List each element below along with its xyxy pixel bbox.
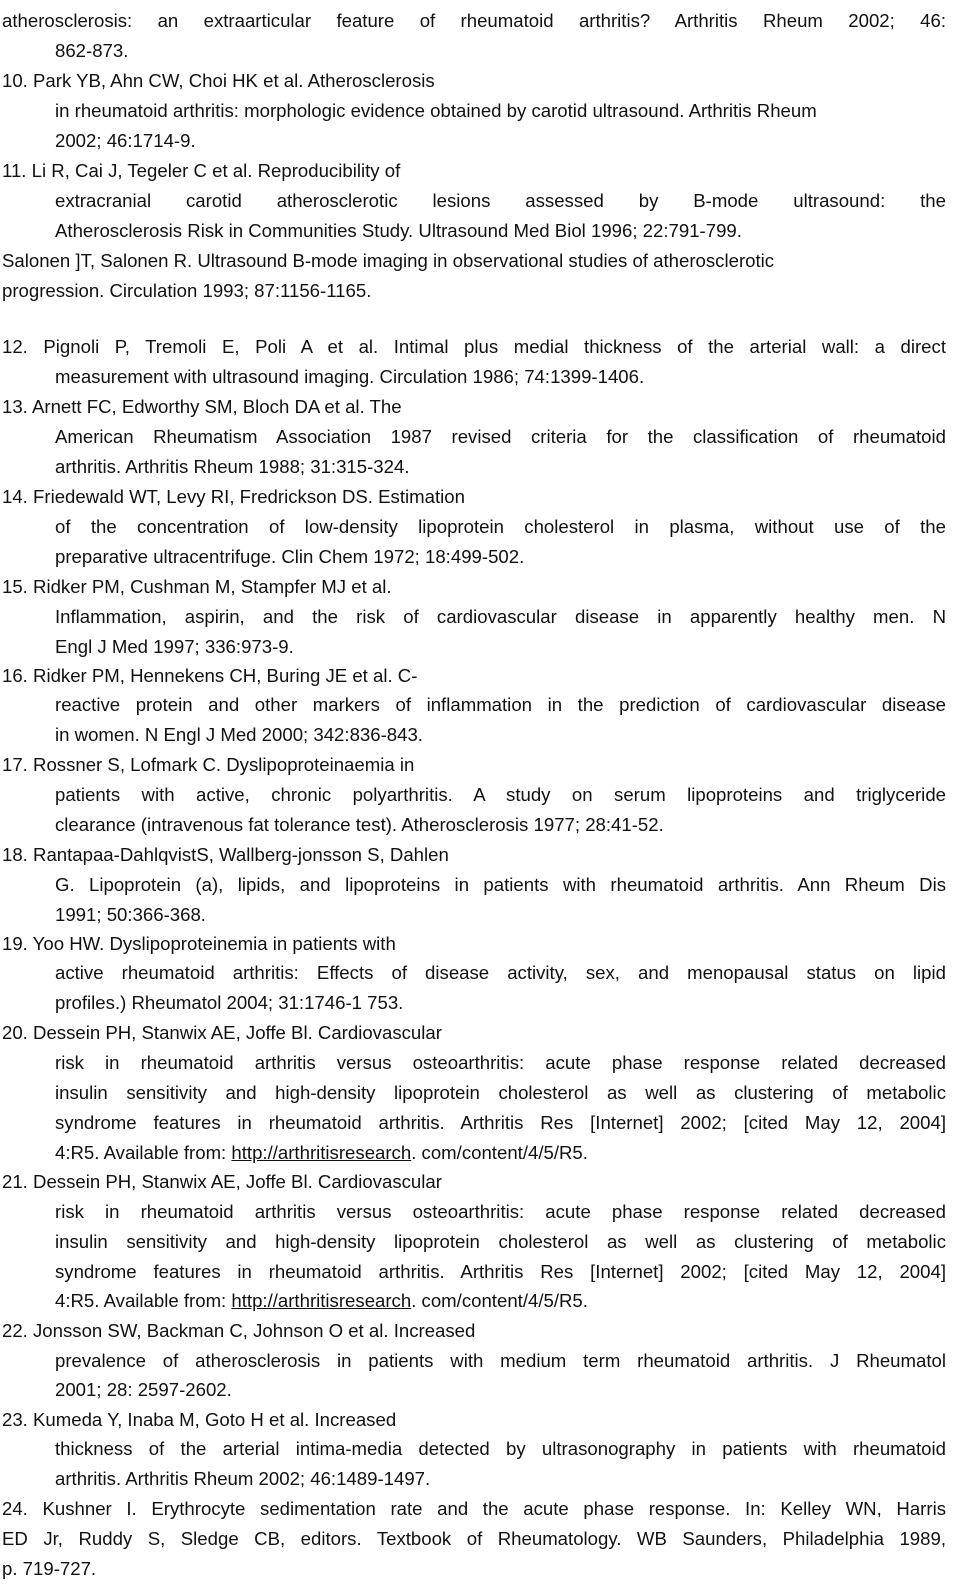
reference-text: G. Lipoprotein (a), lipids, and lipoproteins in patients with rheumatoid arthritis. Ann Rheum Dis [55,874,946,895]
reference-text: ED Jr, Ruddy S, Sledge CB, editors. Textbook of Rheumatology. WB Saunders, Philadelphia 1989, [2,1528,946,1549]
reference-text: in women. N Engl J Med 2000; 342:836-843. [55,724,423,745]
reference-text: active rheumatoid arthritis: Effects of disease activity, sex, and menopausal status on lipid [55,962,946,983]
reference-text: 10. Park YB, Ahn CW, Choi HK et al. Atherosclerosis [2,70,435,91]
reference-text: prevalence of atherosclerosis in patients with medium term rheumatoid arthritis. J Rheumatol [55,1350,946,1371]
reference-text: 22. Jonsson SW, Backman C, Johnson O et al. Increased [2,1320,476,1341]
reference-text: Engl J Med 1997; 336:973-9. [55,636,294,657]
reference-line [0,186,960,216]
reference-text: insulin sensitivity and high-density lipoprotein cholesterol as well as clustering of metabolic [55,1082,946,1103]
reference-line [0,810,960,840]
reference-text: of the concentration of low-density lipoprotein cholesterol in plasma, without use of the [55,516,946,537]
reference-text: risk in rheumatoid arthritis versus osteoarthritis: acute phase response related decreased [55,1201,946,1222]
reference-text: 2002; 46:1714-9. [55,130,196,151]
reference-line [0,1524,960,1554]
reference-line [0,126,960,156]
reference-text: syndrome features in rheumatoid arthritis. Arthritis Res [Internet] 2002; [cited May 12, 2004] [55,1112,946,1133]
reference-line [0,216,960,246]
reference-line [0,482,960,512]
reference-line [0,1434,960,1464]
reference-text: 13. Arnett FC, Edworthy SM, Bloch DA et al. The [2,396,402,417]
reference-text: profiles.) Rheumatol 2004; 31:1746-1 753. [55,992,404,1013]
reference-line [0,1554,960,1584]
reference-line [0,1316,960,1346]
reference-text: 4:R5. Available from: [55,1142,232,1163]
reference-text: clearance (intravenous fat tolerance test). Atherosclerosis 1977; 28:41-52. [55,814,664,835]
reference-text: 23. Kumeda Y, Inaba M, Goto H et al. Increased [2,1409,397,1430]
reference-line [0,1108,960,1138]
reference-line [0,1167,960,1197]
reference-line [0,1227,960,1257]
reference-text: Atherosclerosis Risk in Communities Study. Ultrasound Med Biol 1996; 22:791-799. [55,220,742,241]
reference-text: in rheumatoid arthritis: morphologic evidence obtained by carotid ultrasound. Arthritis Rheum [55,100,817,121]
reference-url-link[interactable]: http://arthritisresearch [231,1290,412,1311]
reference-text: extracranial carotid atherosclerotic lesions assessed by B-mode ultrasound: the [55,190,946,211]
reference-text: preparative ultracentrifuge. Clin Chem 1972; 18:499-502. [55,546,525,567]
reference-text-group [55,1286,588,1316]
reference-text: 2001; 28: 2597-2602. [55,1379,232,1400]
reference-line [0,452,960,482]
reference-text: 21. Dessein PH, Stanwix AE, Joffe Bl. Cardiovascular [2,1171,442,1192]
reference-line [0,929,960,959]
reference-line [0,1464,960,1494]
reference-line [0,840,960,870]
reference-text: patients with active, chronic polyarthritis. A study on serum lipoproteins and triglyceride [55,784,946,805]
reference-text: atherosclerosis: an extraarticular feature of rheumatoid arthritis? Arthritis Rheum 2002; 46: [2,10,946,31]
reference-text: 15. Ridker PM, Cushman M, Stampfer MJ et al. [2,576,392,597]
reference-line [0,602,960,632]
reference-text-group [55,1138,588,1168]
reference-text: p. 719-727. [2,1558,97,1579]
reference-line [0,1078,960,1108]
reference-line [0,392,960,422]
reference-text: . com/content/4/5/R5. [411,1290,588,1311]
reference-line [0,958,960,988]
reference-line [0,1257,960,1287]
reference-text: measurement with ultrasound imaging. Circulation 1986; 74:1399-1406. [55,366,645,387]
reference-text: American Rheumatism Association 1987 revised criteria for the classification of rheumatoid [55,426,946,447]
reference-text: 11. Li R, Cai J, Tegeler C et al. Reproducibility of [2,160,401,181]
reference-line [0,542,960,572]
reference-line [0,1048,960,1078]
reference-text: insulin sensitivity and high-density lipoprotein cholesterol as well as clustering of metabolic [55,1231,946,1252]
reference-text: 862-873. [55,40,129,61]
reference-line [0,632,960,662]
reference-line [0,988,960,1018]
reference-line [0,720,960,750]
reference-text: 19. Yoo HW. Dyslipoproteinemia in patients with [2,933,396,954]
reference-line [0,780,960,810]
reference-text: thickness of the arterial intima-media detected by ultrasonography in patients with rheumatoid [55,1438,946,1459]
reference-text: 1991; 50:366-368. [55,904,206,925]
reference-line [0,1346,960,1376]
reference-text: 24. Kushner I. Erythrocyte sedimentation rate and the acute phase response. In: Kelley WN, Harris [2,1498,946,1519]
reference-line [0,690,960,720]
reference-line [0,572,960,602]
reference-text: 12. Pignoli P, Tremoli E, Poli A et al. Intimal plus medial thickness of the arterial wall: a direct [2,336,946,357]
reference-line [0,276,960,306]
reference-line [0,332,960,362]
reference-line [0,870,960,900]
reference-line [0,422,960,452]
reference-line [0,1494,960,1524]
reference-text: 4:R5. Available from: [55,1290,232,1311]
reference-text: . com/content/4/5/R5. [411,1142,588,1163]
reference-text: 20. Dessein PH, Stanwix AE, Joffe Bl. Cardiovascular [2,1022,442,1043]
reference-line [0,1375,960,1405]
reference-line [0,362,960,392]
reference-line [0,1018,960,1048]
reference-line [0,900,960,930]
reference-line [0,512,960,542]
reference-text: arthritis. Arthritis Rheum 1988; 31:315-324. [55,456,410,477]
reference-line [0,1138,960,1168]
reference-text: arthritis. Arthritis Rheum 2002; 46:1489-1497. [55,1468,431,1489]
reference-text: reactive protein and other markers of inflammation in the prediction of cardiovascular disease [55,694,946,715]
reference-line [0,661,960,691]
reference-line [0,246,960,276]
reference-line [0,750,960,780]
reference-line [0,156,960,186]
reference-line [0,96,960,126]
reference-text: 18. Rantapaa-DahlqvistS, Wallberg-jonsson S, Dahlen [2,844,449,865]
reference-line [0,1405,960,1435]
reference-line [0,6,960,36]
reference-line [0,36,960,66]
reference-text: 16. Ridker PM, Hennekens CH, Buring JE et al. C- [2,665,418,686]
reference-line [0,66,960,96]
reference-text: Salonen ]T, Salonen R. Ultrasound B-mode imaging in observational studies of atherosclerotic [2,250,775,271]
reference-text: progression. Circulation 1993; 87:1156-1165. [2,280,372,301]
reference-text: Inflammation, aspirin, and the risk of cardiovascular disease in apparently healthy men. N [55,606,946,627]
reference-url-link[interactable]: http://arthritisresearch [231,1142,412,1163]
reference-text: 17. Rossner S, Lofmark C. Dyslipoproteinaemia in [2,754,415,775]
reference-line [0,1286,960,1316]
reference-text: syndrome features in rheumatoid arthritis. Arthritis Res [Internet] 2002; [cited May 12, 2004] [55,1261,946,1282]
reference-text: risk in rheumatoid arthritis versus osteoarthritis: acute phase response related decreased [55,1052,946,1073]
reference-text: 14. Friedewald WT, Levy RI, Fredrickson DS. Estimation [2,486,465,507]
reference-line [0,1197,960,1227]
